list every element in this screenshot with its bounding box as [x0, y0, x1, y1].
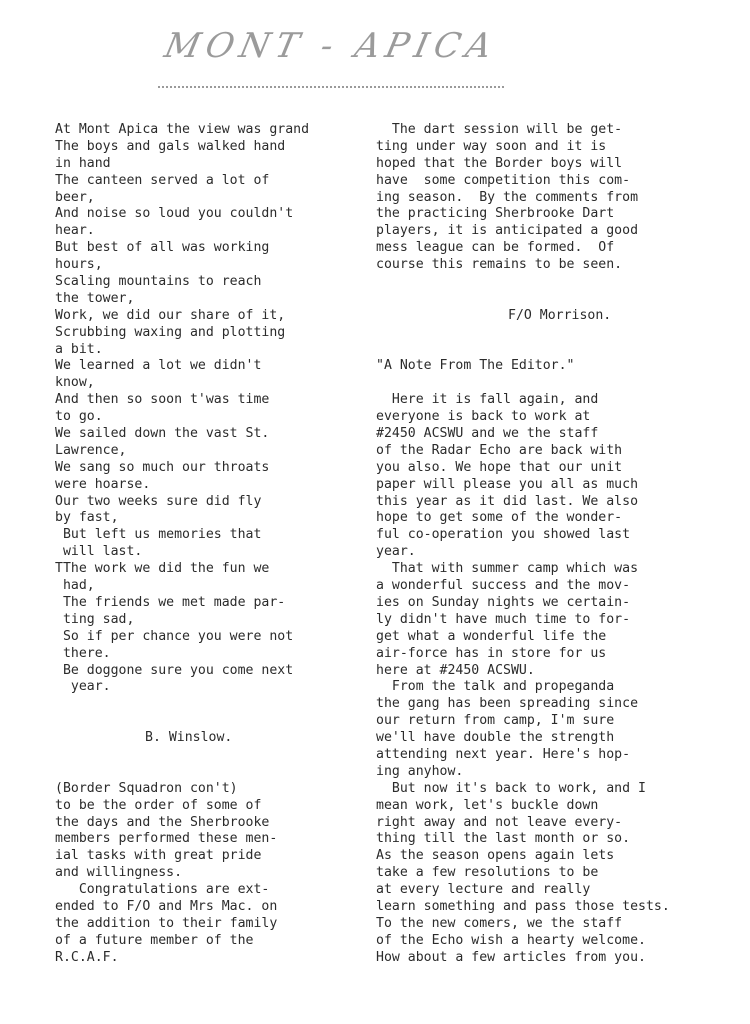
text-line: So if per chance you were not — [55, 628, 294, 644]
masthead-title: MONT - APICA — [160, 26, 502, 66]
text-line: course this remains to be seen. — [376, 257, 623, 273]
text-line: to be the order of some of — [55, 797, 262, 813]
text-line: ies on Sunday nights we certain- — [376, 594, 631, 610]
text-line: Lawrence, — [55, 442, 127, 458]
text-line: But left us memories that — [55, 527, 262, 543]
text-line: At Mont Apica the view was grand — [55, 122, 310, 137]
text-line: ting under way soon and it is — [376, 138, 607, 154]
text-line: As the season opens again lets — [376, 848, 615, 864]
text-line: mess league can be formed. Of — [376, 240, 615, 256]
text-line: and willingness. — [55, 865, 183, 881]
darts-signature: F/O Morrison. — [508, 307, 612, 323]
text-line: ly didn't have much time to for- — [376, 611, 631, 627]
text-line: have some competition this com- — [376, 172, 631, 188]
text-line: TThe work we did the fun we — [55, 561, 270, 577]
text-line: learn something and pass those tests. — [376, 898, 670, 914]
text-line: But best of all was working — [55, 240, 270, 256]
text-line: attending next year. Here's hop- — [376, 746, 631, 762]
text-line: ful co-operation you showed last — [376, 527, 631, 543]
text-line: hope to get some of the wonder- — [376, 510, 623, 526]
text-line: of a future member of the — [55, 932, 254, 948]
poem-signature: B. Winslow. — [145, 730, 233, 746]
poem — [55, 122, 360, 696]
left-column — [55, 122, 360, 967]
text-line: there. — [55, 645, 111, 661]
text-line: Scaling mountains to reach — [55, 274, 262, 290]
text-line: The canteen served a lot of — [55, 172, 270, 188]
text-line: to go. — [55, 409, 103, 425]
text-line: #2450 ACSWU and we the staff — [376, 426, 599, 442]
text-line: were hoarse. — [55, 476, 151, 492]
text-line: We sailed down the vast St. — [55, 426, 270, 442]
text-line: by fast, — [55, 510, 119, 526]
text-line: From the talk and propeganda — [376, 679, 615, 695]
text-line: Here it is fall again, and — [376, 392, 599, 408]
text-line: air-force has in store for us — [376, 645, 607, 661]
text-line: this year as it did last. We also — [376, 493, 639, 509]
text-line: The boys and gals walked hand — [55, 138, 286, 154]
text-line: But now it's back to work, and I — [376, 780, 646, 796]
darts-paragraph — [376, 122, 696, 274]
text-line: everyone is back to work at — [376, 409, 591, 425]
text-line: And noise so loud you couldn't — [55, 206, 294, 222]
masthead-rule — [158, 86, 504, 88]
text-line: And then so soon t'was time — [55, 392, 270, 408]
text-line: the days and the Sherbrooke — [55, 814, 270, 830]
text-line: will last. — [55, 544, 143, 560]
text-line: Congratulations are ext- — [55, 882, 270, 898]
text-line: The friends we met made par- — [55, 594, 286, 610]
text-line: hoped that the Border boys will — [376, 155, 623, 171]
text-line: To the new comers, we the staff — [376, 915, 623, 931]
right-column — [376, 122, 696, 967]
text-line: the addition to their family — [55, 915, 278, 931]
text-line: of the Echo wish a hearty welcome. — [376, 932, 646, 948]
text-line: We sang so much our throats — [55, 459, 270, 475]
text-line: That with summer camp which was — [376, 561, 639, 577]
text-line: a bit. — [55, 341, 103, 357]
text-line: year. — [55, 679, 111, 695]
text-line: Scrubbing waxing and plotting — [55, 324, 286, 340]
text-line: (Border Squadron con't) — [55, 780, 238, 796]
text-line: here at #2450 ACSWU. — [376, 662, 535, 678]
text-line: mean work, let's buckle down — [376, 797, 599, 813]
text-line: ing anyhow. — [376, 763, 464, 779]
text-line: we'll have double the strength — [376, 730, 615, 746]
text-line: a wonderful success and the mov- — [376, 578, 631, 594]
text-line: We learned a lot we didn't — [55, 358, 262, 374]
text-line: thing till the last month or so. — [376, 831, 631, 847]
text-line: know, — [55, 375, 95, 391]
text-line: players, it is anticipated a good — [376, 223, 639, 239]
text-line: you also. We hope that our unit — [376, 459, 623, 475]
text-line: Be doggone sure you come next — [55, 662, 294, 678]
text-line: right away and not leave every- — [376, 814, 623, 830]
text-line: take a few resolutions to be — [376, 865, 599, 881]
text-line: ting sad, — [55, 611, 135, 627]
text-line: the practicing Sherbrooke Dart — [376, 206, 615, 222]
text-line: had, — [55, 578, 95, 594]
text-line: paper will please you all as much — [376, 476, 639, 492]
text-line: at every lecture and really — [376, 882, 591, 898]
text-line: ended to F/O and Mrs Mac. on — [55, 898, 278, 914]
text-line: Our two weeks sure did fly — [55, 493, 262, 509]
text-line: beer, — [55, 189, 95, 205]
text-line: ial tasks with great pride — [55, 848, 262, 864]
text-line: members performed these men- — [55, 831, 278, 847]
text-line: hear. — [55, 223, 95, 239]
text-line: the gang has been spreading since — [376, 696, 639, 712]
editor-heading: "A Note From The Editor." — [376, 358, 575, 374]
text-line: Work, we did our share of it, — [55, 307, 286, 323]
text-line: our return from camp, I'm sure — [376, 713, 615, 729]
text-line: R.C.A.F. — [55, 949, 119, 965]
text-line: The dart session will be get- — [376, 122, 623, 137]
text-line: the tower, — [55, 290, 135, 306]
text-line: of the Radar Echo are back with — [376, 442, 623, 458]
text-line: How about a few articles from you. — [376, 949, 646, 965]
text-line: year. — [376, 544, 416, 560]
text-line: get what a wonderful life the — [376, 628, 607, 644]
text-line: in hand — [55, 155, 111, 171]
editor-note — [376, 392, 696, 966]
text-line: hours, — [55, 257, 103, 273]
text-line: ing season. By the comments from — [376, 189, 639, 205]
squadron-paragraph — [55, 781, 360, 967]
